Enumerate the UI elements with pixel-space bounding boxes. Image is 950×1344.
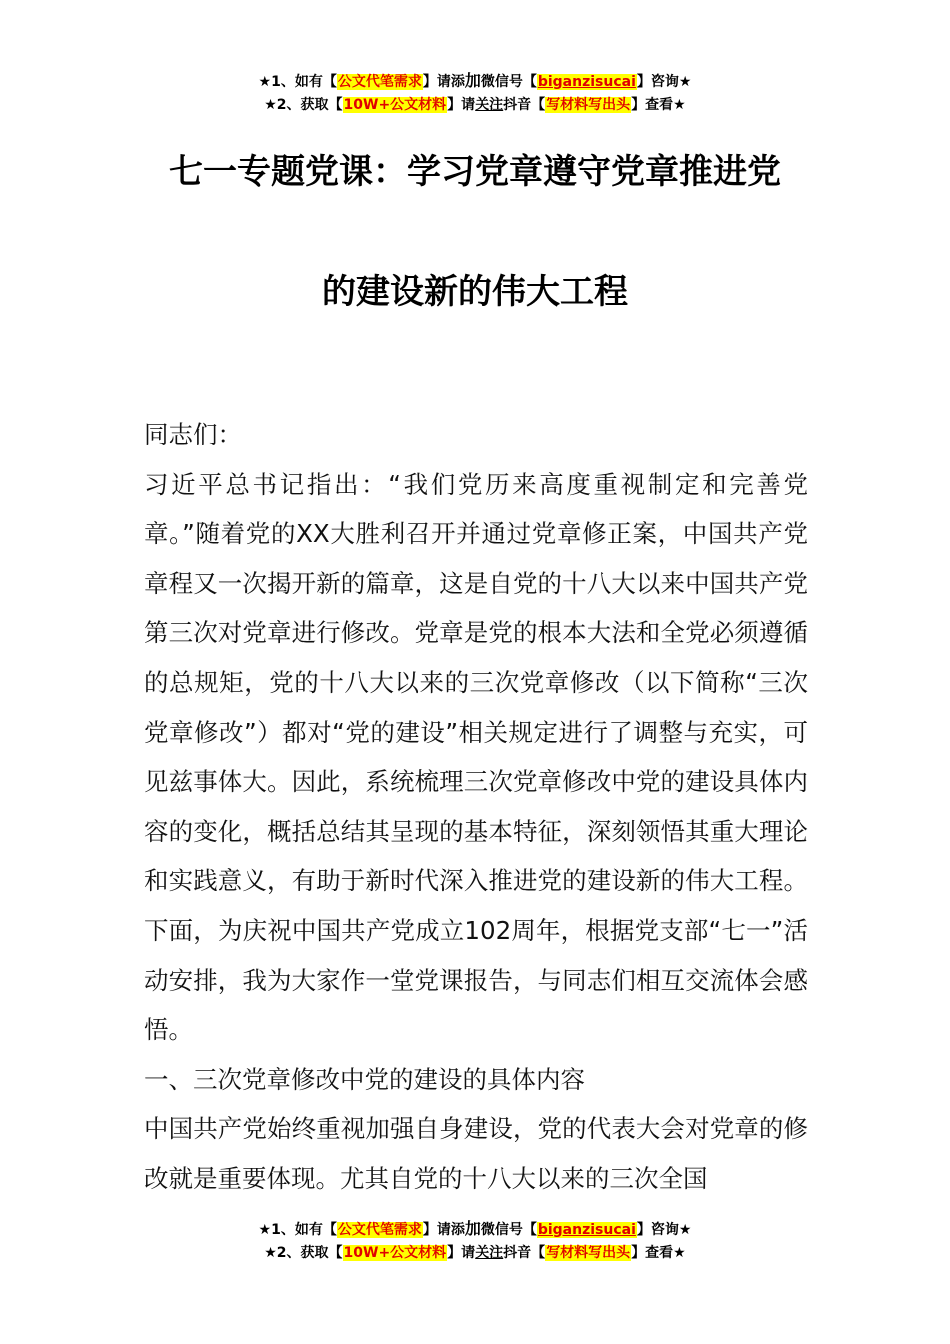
promo-text: ★1、如有【 (258, 1222, 337, 1238)
promo-text: 】请 (447, 97, 476, 113)
promo-text: ★2、获取【 (264, 97, 343, 113)
promo-text: 】请添 (422, 74, 465, 90)
promo-text: 】请 (447, 1245, 476, 1261)
paragraph-intro: 习近平总书记指出：“我们党历来高度重视制定和完善党章。”随着党的XX大胜利召开并通过党章修正案，中国共产党章程又一次揭开新的篇章，这是自党的十八大以来中国共产党第三次对党章进行修改。党章是党的根本大法和全党必须遵循的总规矩，党的十八大以来的三次党章修改（以下简称“三次党章修改”）都对“党的建设”相关规定进行了调整与充实，可见兹事体大。因此，系统梳理三次党章修改中党的建设具体内容的变化，概括总结其呈现的基本特征，深刻领悟其重大理论和实践意义，有助于新时代深入推进党的建设新的伟大工程。下面，为庆祝中国共产党成立102周年，根据党支部“七一”活动安排，我为大家作一堂党课报告，与同志们相互交流体会感悟。 (144, 469, 808, 1045)
promo-text: 】咨询★ (636, 74, 692, 90)
promo-emphasis: 关注 (475, 1245, 504, 1261)
document-title-line-1: 七一专题党课：学习党章遵守党章推进党 (169, 152, 781, 192)
promo-emphasis: 加 (464, 71, 481, 90)
promo-text: 】请添 (422, 1222, 465, 1238)
promo-emphasis: 加 (464, 1219, 481, 1238)
footer-promo-banner (0, 1217, 950, 1265)
promo-highlight-service: 公文代笔需求 (337, 1222, 422, 1238)
promo-line-1 (0, 1217, 950, 1242)
promo-text: 微信号【 (480, 1222, 537, 1238)
promo-text: 微信号【 (480, 74, 537, 90)
promo-text: 】咨询★ (636, 1222, 692, 1238)
promo-highlight-service: 公文代笔需求 (337, 74, 422, 90)
promo-line-1 (0, 69, 950, 94)
promo-emphasis: 关注 (475, 97, 504, 113)
header-promo-banner (0, 69, 950, 117)
promo-highlight-materials: 10W+公文材料 (343, 1245, 447, 1261)
section-heading-1: 一、三次党章修改中党的建设的具体内容 (144, 1064, 585, 1094)
promo-highlight-wechat-id: biganzisucai (537, 1222, 636, 1238)
paragraph-section-1: 中国共产党始终重视加强自身建设，党的代表大会对党章的修改就是重要体现。尤其自党的十八大以来的三次全国 (144, 1114, 808, 1193)
promo-text: 】查看★ (631, 97, 686, 113)
promo-text: 】查看★ (631, 1245, 686, 1261)
document-body (144, 410, 808, 1204)
promo-highlight-douyin-account: 写材料写出头 (546, 1245, 631, 1261)
salutation: 同志们： (144, 420, 242, 449)
promo-text: 抖音【 (503, 1245, 546, 1261)
document-title-line-2: 的建设新的伟大工程 (322, 272, 628, 312)
promo-highlight-materials: 10W+公文材料 (343, 97, 447, 113)
promo-highlight-douyin-account: 写材料写出头 (546, 97, 631, 113)
promo-text: ★2、获取【 (264, 1245, 343, 1261)
promo-text: 抖音【 (503, 97, 546, 113)
promo-text: ★1、如有【 (258, 74, 337, 90)
promo-line-2 (0, 1242, 950, 1265)
promo-line-2 (0, 94, 950, 117)
promo-highlight-wechat-id: biganzisucai (537, 74, 636, 90)
